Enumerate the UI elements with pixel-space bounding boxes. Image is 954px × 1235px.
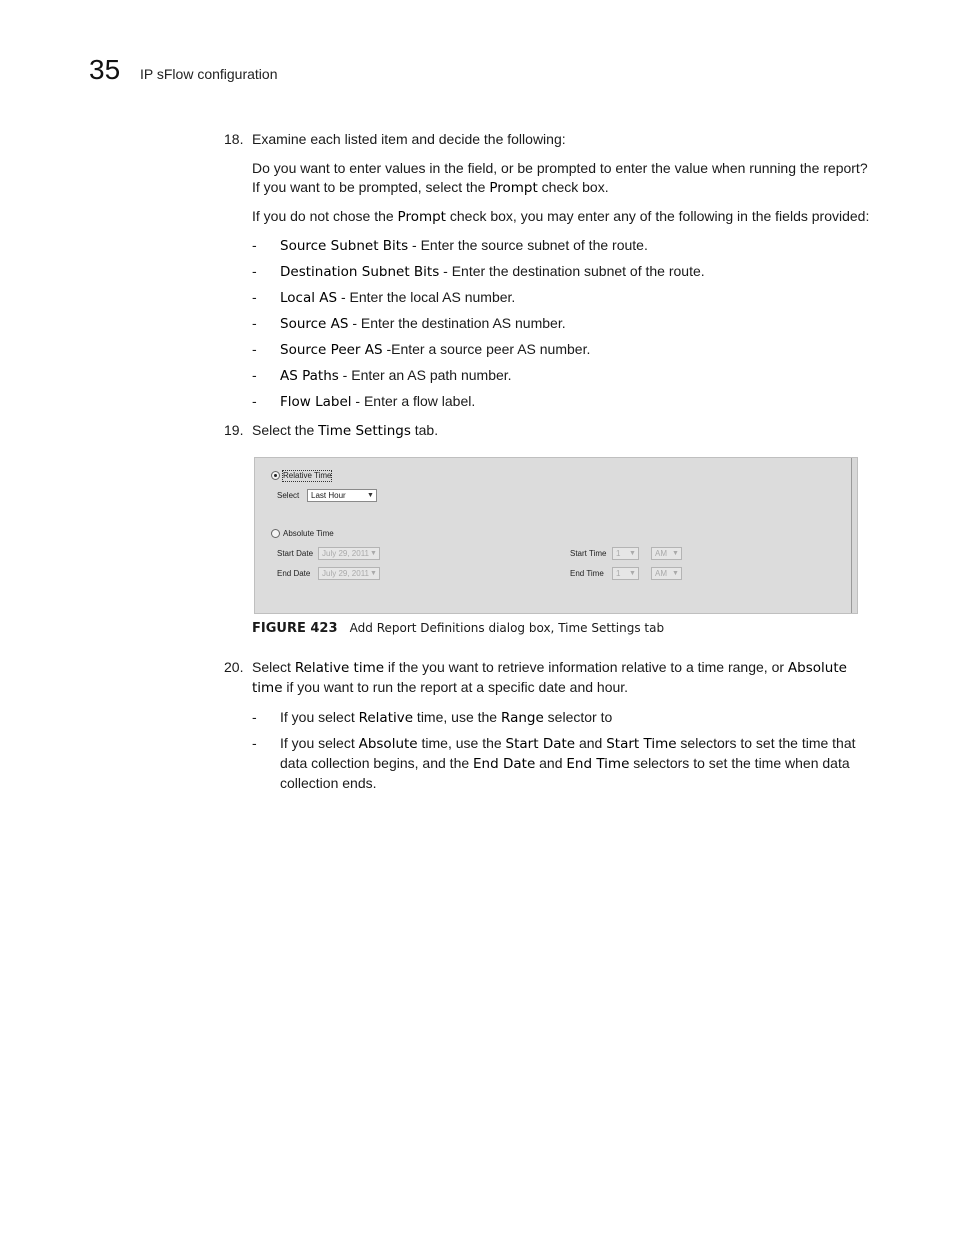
- text: and: [575, 735, 607, 751]
- range-select-value: Last Hour: [311, 491, 346, 500]
- time-options-list: [252, 708, 874, 793]
- paragraph: [252, 207, 874, 227]
- absolute-time-label[interactable]: Absolute Time: [283, 529, 334, 538]
- text: and: [535, 755, 567, 771]
- ui-term: Relative time: [294, 660, 385, 676]
- text: If you select: [280, 709, 359, 725]
- ui-term: Source AS: [280, 316, 349, 332]
- ui-term: Absolute time: [252, 660, 847, 696]
- step-20: [224, 658, 874, 698]
- list-item: [252, 314, 874, 334]
- list-item: [252, 340, 874, 360]
- start-date-select[interactable]: [318, 547, 380, 560]
- end-date-select[interactable]: [318, 567, 380, 580]
- item-desc: - Enter the destination AS number.: [348, 315, 566, 331]
- step-number: 20.: [224, 659, 244, 675]
- end-time-select[interactable]: [612, 567, 639, 580]
- figure-caption: [252, 619, 874, 638]
- ui-term: Prompt: [489, 180, 538, 196]
- ui-term: Destination Subnet Bits: [280, 264, 440, 280]
- step-19: [224, 421, 874, 441]
- end-ampm-value: AM: [655, 569, 667, 578]
- relative-time-label[interactable]: Relative Time: [283, 471, 332, 480]
- field-list: [252, 236, 874, 412]
- chapter-number: 35: [89, 54, 121, 85]
- dropdown-arrow-icon: ▼: [672, 570, 679, 577]
- dash-bullet: -: [252, 263, 257, 279]
- end-date-value: July 29, 2011: [322, 569, 369, 578]
- dropdown-arrow-icon: ▼: [367, 492, 374, 499]
- step-number: 19.: [224, 422, 244, 438]
- figure-label: FIGURE 423: [252, 621, 338, 636]
- dash-bullet: -: [252, 709, 257, 725]
- dash-bullet: -: [252, 289, 257, 305]
- ui-term: Start Time: [606, 736, 677, 752]
- ui-term: Range: [500, 710, 544, 726]
- document-body: [224, 130, 874, 802]
- start-time-label: Start Time: [570, 549, 607, 558]
- ui-term: Relative: [358, 710, 414, 726]
- item-desc: - Enter the source subnet of the route.: [408, 237, 648, 253]
- dropdown-arrow-icon: ▼: [370, 550, 377, 557]
- start-time-value: 1: [616, 549, 621, 558]
- dropdown-arrow-icon: ▼: [370, 570, 377, 577]
- text: if the you want to retrieve information relative to a time range, or: [384, 659, 788, 675]
- list-item: [252, 734, 874, 793]
- end-time-value: 1: [616, 569, 621, 578]
- step-text: Examine each listed item and decide the following:: [252, 131, 566, 147]
- ui-term: Time Settings: [318, 423, 411, 439]
- ui-term: Local AS: [280, 290, 338, 306]
- end-date-label: End Date: [277, 569, 311, 578]
- start-time-select[interactable]: [612, 547, 639, 560]
- end-ampm-select[interactable]: [651, 567, 682, 580]
- figure-title: Add Report Definitions dialog box, Time Settings tab: [349, 621, 665, 635]
- ui-term: End Time: [566, 756, 630, 772]
- select-label: Select: [277, 491, 300, 500]
- dash-bullet: -: [252, 341, 257, 357]
- paragraph: [252, 159, 874, 198]
- ui-term: Start Date: [505, 736, 576, 752]
- list-item: [252, 288, 874, 308]
- text: time, use the: [413, 709, 501, 725]
- dash-bullet: -: [252, 237, 257, 253]
- text: selectors to set the time that data collection begins, and the: [280, 735, 856, 771]
- text: time, use the: [417, 735, 506, 751]
- list-item: [252, 366, 874, 386]
- dash-bullet: -: [252, 367, 257, 383]
- relative-time-radio[interactable]: [271, 471, 280, 480]
- start-ampm-select[interactable]: [651, 547, 682, 560]
- item-desc: - Enter a flow label.: [351, 393, 476, 409]
- text: selector to: [543, 709, 613, 725]
- start-date-value: July 29, 2011: [322, 549, 369, 558]
- end-time-label: End Time: [570, 569, 604, 578]
- ui-term: End Date: [473, 756, 536, 772]
- ui-term: Source Subnet Bits: [280, 238, 409, 254]
- item-desc: - Enter an AS path number.: [338, 367, 512, 383]
- text: selectors to set the time when data collection ends.: [280, 755, 850, 791]
- ui-term: Flow Label: [280, 394, 352, 410]
- item-desc: - Enter the local AS number.: [337, 289, 516, 305]
- text: Select: [252, 659, 295, 675]
- step-18: [224, 130, 874, 149]
- absolute-time-radio[interactable]: [271, 529, 280, 538]
- dialog-panel: [255, 458, 852, 613]
- range-select[interactable]: [307, 489, 377, 502]
- text: check box, you may enter any of the following in the fields provided:: [445, 208, 870, 224]
- start-ampm-value: AM: [655, 549, 667, 558]
- list-item: [252, 262, 874, 282]
- dash-bullet: -: [252, 735, 257, 751]
- text: check box.: [537, 179, 609, 195]
- step-number: 18.: [224, 131, 244, 147]
- list-item: [252, 708, 874, 728]
- ui-term: Source Peer AS: [280, 342, 383, 358]
- dropdown-arrow-icon: ▼: [672, 550, 679, 557]
- ui-term: AS Paths: [280, 368, 339, 384]
- dropdown-arrow-icon: ▼: [629, 570, 636, 577]
- text: If you select: [280, 735, 359, 751]
- dash-bullet: -: [252, 315, 257, 331]
- list-item: [252, 236, 874, 256]
- dropdown-arrow-icon: ▼: [629, 550, 636, 557]
- text: Select the: [252, 422, 319, 438]
- list-item: [252, 392, 874, 412]
- item-desc: -Enter a source peer AS number.: [382, 341, 591, 357]
- text: If you do not chose the: [252, 208, 398, 224]
- text: if you want to run the report at a specific date and hour.: [282, 679, 629, 695]
- ui-term: Prompt: [397, 209, 446, 225]
- chapter-title: IP sFlow configuration: [140, 66, 278, 82]
- ui-term: Absolute: [358, 736, 418, 752]
- start-date-label: Start Date: [277, 549, 314, 558]
- text: Do you want to enter values in the field, or be prompted to enter the value when running the report? If you want to be prompted, select the: [252, 160, 868, 195]
- text: tab.: [410, 422, 439, 438]
- item-desc: - Enter the destination subnet of the route.: [439, 263, 705, 279]
- dash-bullet: -: [252, 393, 257, 409]
- time-settings-screenshot: [254, 457, 858, 614]
